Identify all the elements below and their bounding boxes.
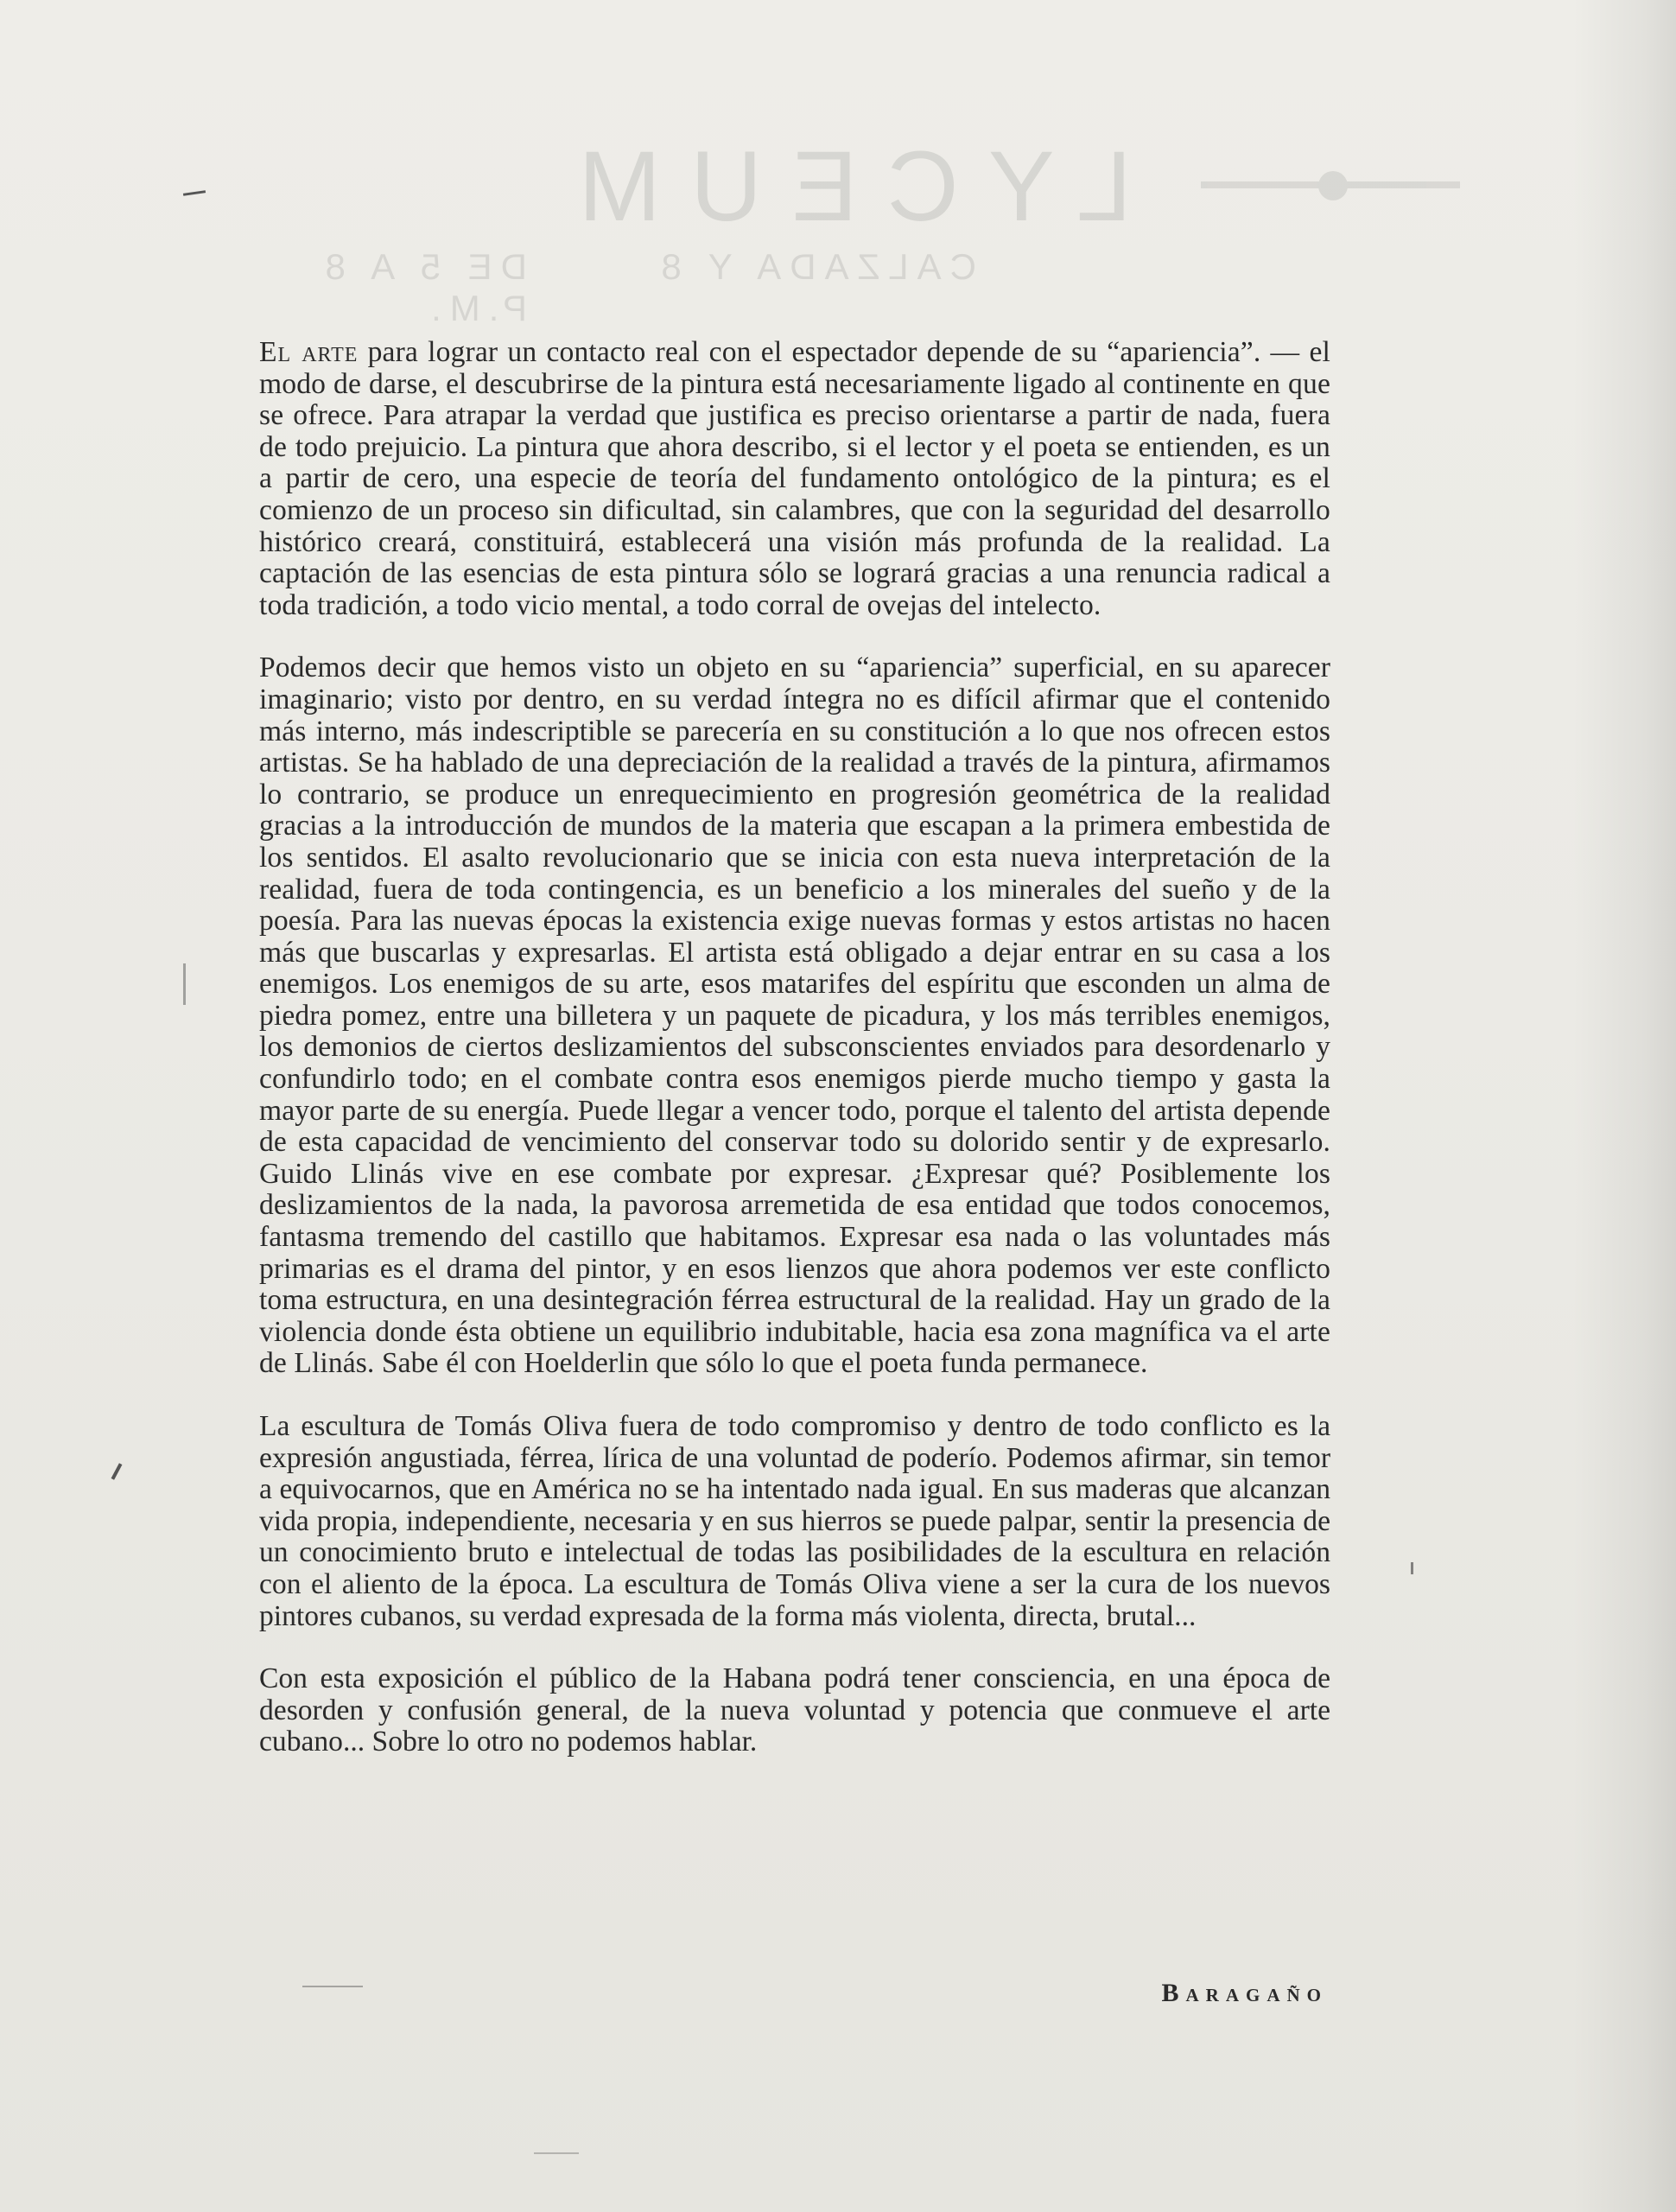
letterhead-address: CALZADA Y 8 xyxy=(652,246,976,287)
letterhead-show-through xyxy=(233,130,1460,328)
paper-edge-shadow xyxy=(1572,0,1676,2212)
paper-mark xyxy=(111,1463,123,1480)
paragraph-3: La escultura de Tomás Oliva fuera de todo compromiso y dentro de todo conflicto es la expresión angustiada, férrea, lírica de una voluntad de poderío. Podemos afirmar, sin temor a equivocarnos, que en América no se ha intentado nada igual. En sus maderas que alcanzan vida propia, independiente, necesaria y en sus hierros se puede palpar, sentir la presencia de un conocimiento bruto e intelectual de todas las posibilidades de la escultura en relación con el aliento de la época. La escultura de Tomás Oliva viene a ser la cura de los nuevos pintores cubanos, su verdad expresada de la forma más violenta, directa, brutal... xyxy=(259,1410,1330,1632)
letterhead-title: LYCEUM xyxy=(549,131,1132,242)
paragraph-1 xyxy=(259,337,1330,621)
article-body xyxy=(259,337,1330,1789)
paper-mark xyxy=(183,963,186,1005)
paragraph-4: Con esta exposición el público de la Habana podrá tener consciencia, en una época de desorden y confusión general, de la nueva voluntad y potencia que conmueve el arte cubano... Sobre lo otro no podemos hablar. xyxy=(259,1662,1330,1758)
letterhead-hours: DE 5 A 8 P.M. xyxy=(316,246,527,328)
paper-mark xyxy=(183,190,206,196)
paper-mark xyxy=(1411,1562,1413,1574)
paragraph-1-text: para lograr un contacto real con el espectador depende de su “apariencia”. — el modo de darse, el descubrirse de la pintura está necesariamente ligado al continente en que se ofrece. Para atrapar la verdad que justifica es preciso orientarse a partir de nada, fuera de todo prejuicio. La pintura que ahora describo, si el lector y el poeta se entienden, es un a partir de cero, una especie de teoría del fundamento ontológico de la pintura; es el comienzo de un proceso sin dificultad, sin calambres, que con la seguridad del desarrollo histórico creará, constituirá, establecerá una visión más profunda de la realidad. La captación de las esencias de esta pintura sólo se logrará gracias a una renuncia radical a toda tradición, a todo vicio mental, a todo corral de ovejas del intelecto. xyxy=(259,336,1330,621)
paragraph-2: Podemos decir que hemos visto un objeto en su “apariencia” superficial, en su aparecer imaginario; visto por dentro, en su verdad íntegra no es difícil afirmar que el contenido más interno, más indescriptible se parecería en su constitución a lo que nos ofrecen estos artistas. Se ha hablado de una depreciación de la realidad a través de la pintura, afirmamos lo contrario, se produce un enrequecimiento en progresión geométrica de la realidad gracias a la introducción de mundos de la materia que escapan a la primera embestida de los sentidos. El asalto revolucionario que se inicia con esta nueva interpretación de la realidad, fuera de toda contingencia, es un beneficio a los minerales del sueño y de la poesía. Para las nuevas épocas la existencia exige nuevas formas y estos artistas no hacen más que buscarlas y expresarlas. El artista está obligado a dejar entrar en su casa a los enemigos. Los enemigos de su arte, esos matarifes del espíritu que esconden un alma de piedra pomez, entre una billetera y un paquete de picadura, y los más terribles enemigos, los demonios de ciertos deslizamientos del subsconscientes enviados para desordenarlo y confundirlo todo; en el combate contra esos enemigos pierde mucho tiempo y gasta la mayor parte de su energía. Puede llegar a vencer todo, porque el talento del artista depende de esta capacidad de vencimiento del conservar todo su dolorido sentir y de expresarlo. Guido Llinás vive en ese combate por expresar. ¿Expresar qué? Posiblemente los deslizamientos de la nada, la pavorosa arremetida de esa entidad que todos conocemos, fantasma tremendo del castillo que habitamos. Expresar esa nada o las voluntades más primarias es el drama del pintor, y en esos lienzos que ahora podemos ver este conflicto toma estructura, en una desintegración férrea estructural de la realidad. Hay un grado de la violencia donde ésta obtiene un equilibrio indubitable, hacia esa zona magnífica va el arte de Llinás. Sabe él con Hoelderlin que sólo lo que el poeta funda permanece. xyxy=(259,652,1330,1380)
letterhead-dot xyxy=(1318,171,1348,200)
paper-mark xyxy=(534,2152,579,2154)
author-signature: Baragaño xyxy=(1161,1979,1328,2007)
paragraph-lead-words: El arte xyxy=(259,336,359,368)
paper-mark xyxy=(302,1986,363,1987)
